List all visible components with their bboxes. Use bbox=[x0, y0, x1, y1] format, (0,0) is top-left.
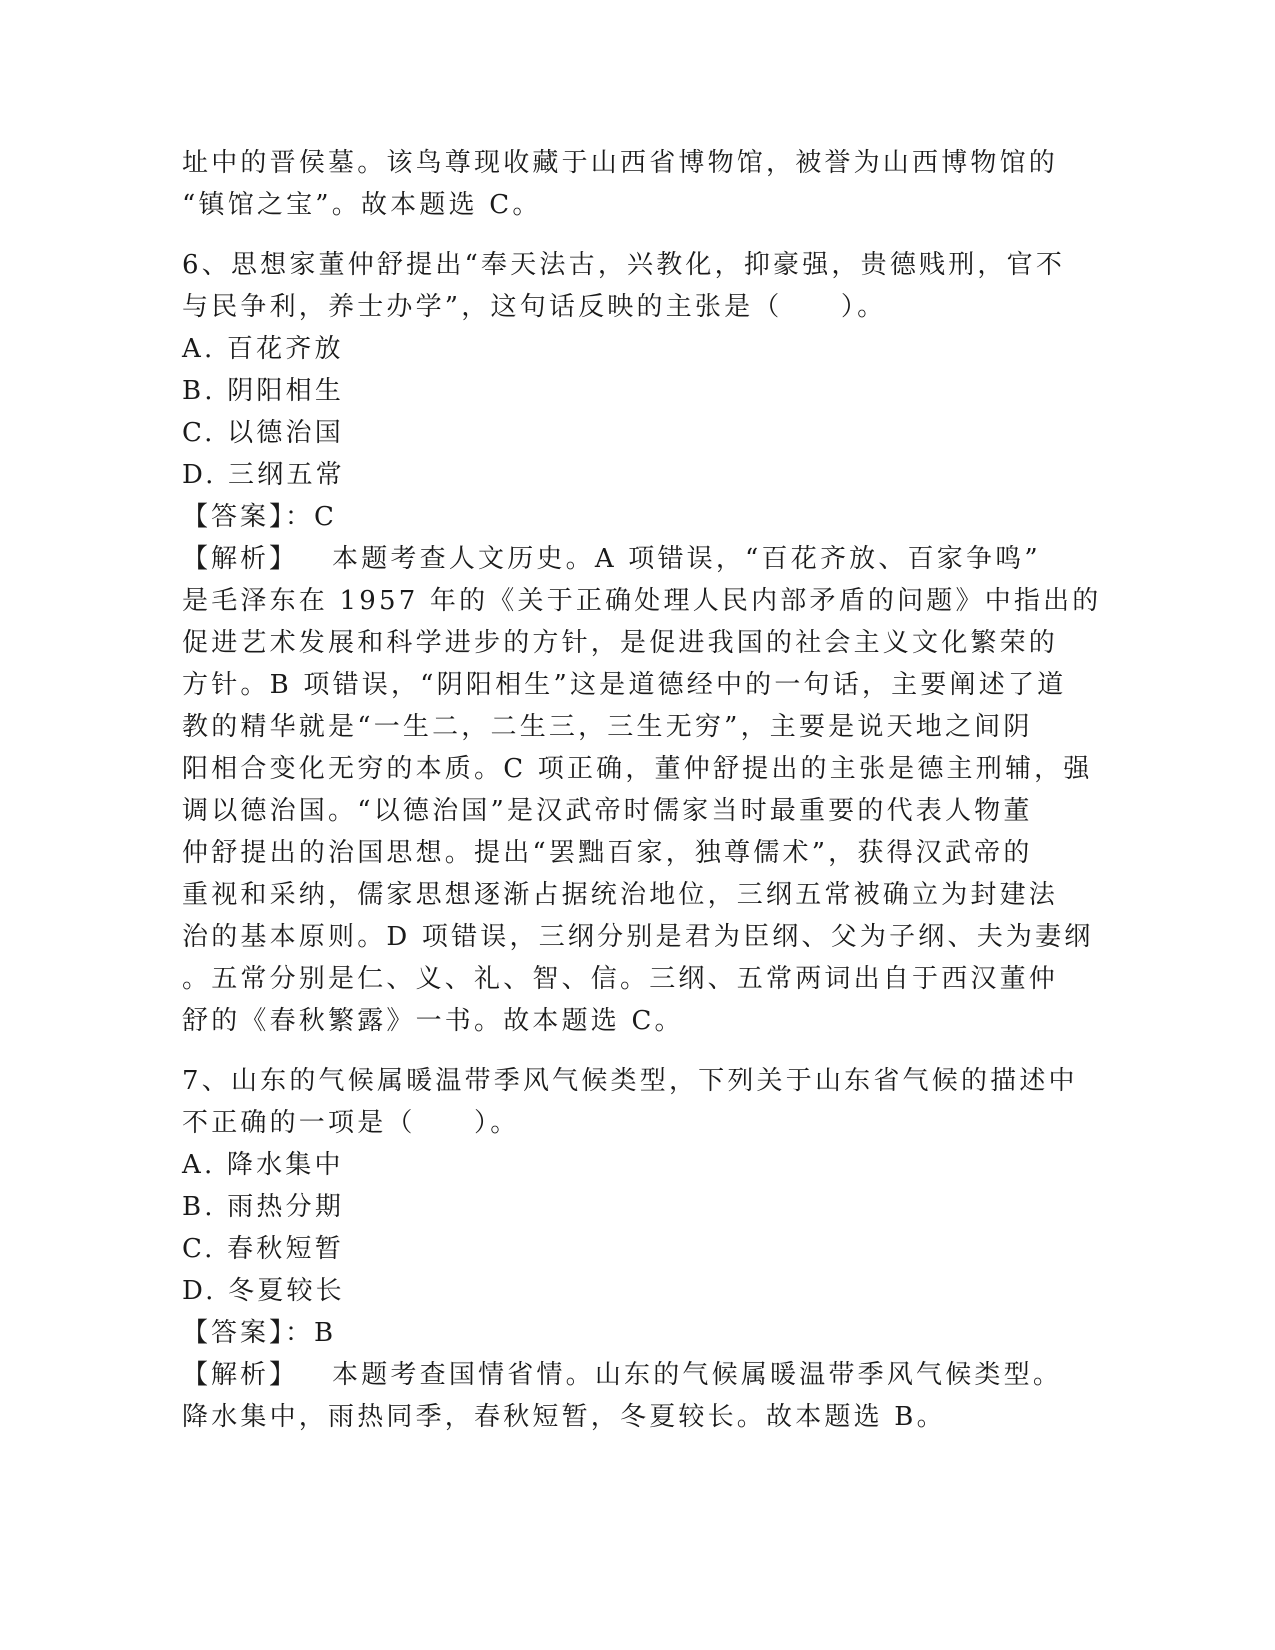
answer-label: 【答案】： bbox=[182, 1318, 315, 1348]
analysis-line: 促进艺术发展和科学进步的方针，是促进我国的社会主义文化繁荣的 bbox=[182, 628, 1059, 658]
question-stem-line: 与民争利，养士办学”，这句话反映的主张是（ ）。 bbox=[182, 292, 887, 322]
option-c: C. 以德治国 bbox=[182, 418, 344, 448]
question-stem-line: 7、山东的气候属暖温带季风气候类型，下列关于山东省气候的描述中 bbox=[182, 1066, 1078, 1096]
question-7 bbox=[182, 1060, 1078, 1438]
answer-value: C bbox=[314, 502, 338, 532]
analysis-text: 本题考查国情省情。山东的气候属暖温带季风气候类型。 bbox=[332, 1360, 1063, 1390]
option-b: B. 雨热分期 bbox=[182, 1192, 345, 1222]
answer-line bbox=[182, 496, 1062, 538]
answer-value: B bbox=[314, 1318, 337, 1348]
analysis-label: 【解析】 bbox=[182, 1360, 299, 1390]
analysis-line: 降水集中，雨热同季，春秋短暂，冬夏较长。故本题选 B。 bbox=[182, 1402, 946, 1432]
analysis-first-line bbox=[182, 1354, 1062, 1396]
analysis-line: 方针。B 项错误，“阴阳相生”这是道德经中的一句话，主要阐述了道 bbox=[182, 670, 1067, 700]
analysis-label: 【解析】 bbox=[182, 544, 299, 574]
analysis-line: 仲舒提出的治国思想。提出“罢黜百家，独尊儒术”，获得汉武帝的 bbox=[182, 838, 1033, 868]
option-a: A. 百花齐放 bbox=[182, 334, 344, 364]
analysis-line: 调以德治国。“以德治国”是汉武帝时儒家当时最重要的代表人物董 bbox=[182, 796, 1033, 826]
analysis-first-line bbox=[182, 538, 1062, 580]
analysis-text: 本题考查人文历史。A 项错误，“百花齐放、百家争鸣” bbox=[332, 544, 1041, 574]
option-c: C. 春秋短暂 bbox=[182, 1234, 344, 1264]
document-page bbox=[182, 142, 1102, 1438]
analysis-line: 是毛泽东在 1957 年的《关于正确处理人民内部矛盾的问题》中指出的 bbox=[182, 586, 1102, 616]
analysis-line: 治的基本原则。D 项错误，三纲分别是君为臣纲、父为子纲、夫为妻纲 bbox=[182, 922, 1094, 952]
text-line: 址中的晋侯墓。该鸟尊现收藏于山西省博物馆，被誉为山西博物馆的 bbox=[182, 148, 1059, 178]
question-6 bbox=[182, 244, 1102, 1042]
analysis-line: 舒的《春秋繁露》一书。故本题选 C。 bbox=[182, 1006, 684, 1036]
option-d: D. 三纲五常 bbox=[182, 460, 345, 490]
text-line: “镇馆之宝”。故本题选 C。 bbox=[182, 190, 542, 220]
option-d: D. 冬夏较长 bbox=[182, 1276, 345, 1306]
analysis-line: 教的精华就是“一生二，二生三，三生无穷”，主要是说天地之间阴 bbox=[182, 712, 1033, 742]
analysis-line: 重视和采纳，儒家思想逐渐占据统治地位，三纲五常被确立为封建法 bbox=[182, 880, 1059, 910]
question-stem-line: 6、思想家董仲舒提出“奉天法古，兴教化，抑豪强，贵德贱刑，官不 bbox=[182, 250, 1066, 280]
option-b: B. 阴阳相生 bbox=[182, 376, 345, 406]
question-stem-line: 不正确的一项是（ ）。 bbox=[182, 1108, 520, 1138]
analysis-line: 阳相合变化无穷的本质。C 项正确，董仲舒提出的主张是德主刑辅，强 bbox=[182, 754, 1093, 784]
prev-analysis-continuation bbox=[182, 142, 1062, 226]
analysis-line: 。五常分别是仁、义、礼、智、信。三纲、五常两词出自于西汉董仲 bbox=[182, 964, 1059, 994]
option-a: A. 降水集中 bbox=[182, 1150, 344, 1180]
answer-line bbox=[182, 1312, 1062, 1354]
answer-label: 【答案】： bbox=[182, 502, 315, 532]
